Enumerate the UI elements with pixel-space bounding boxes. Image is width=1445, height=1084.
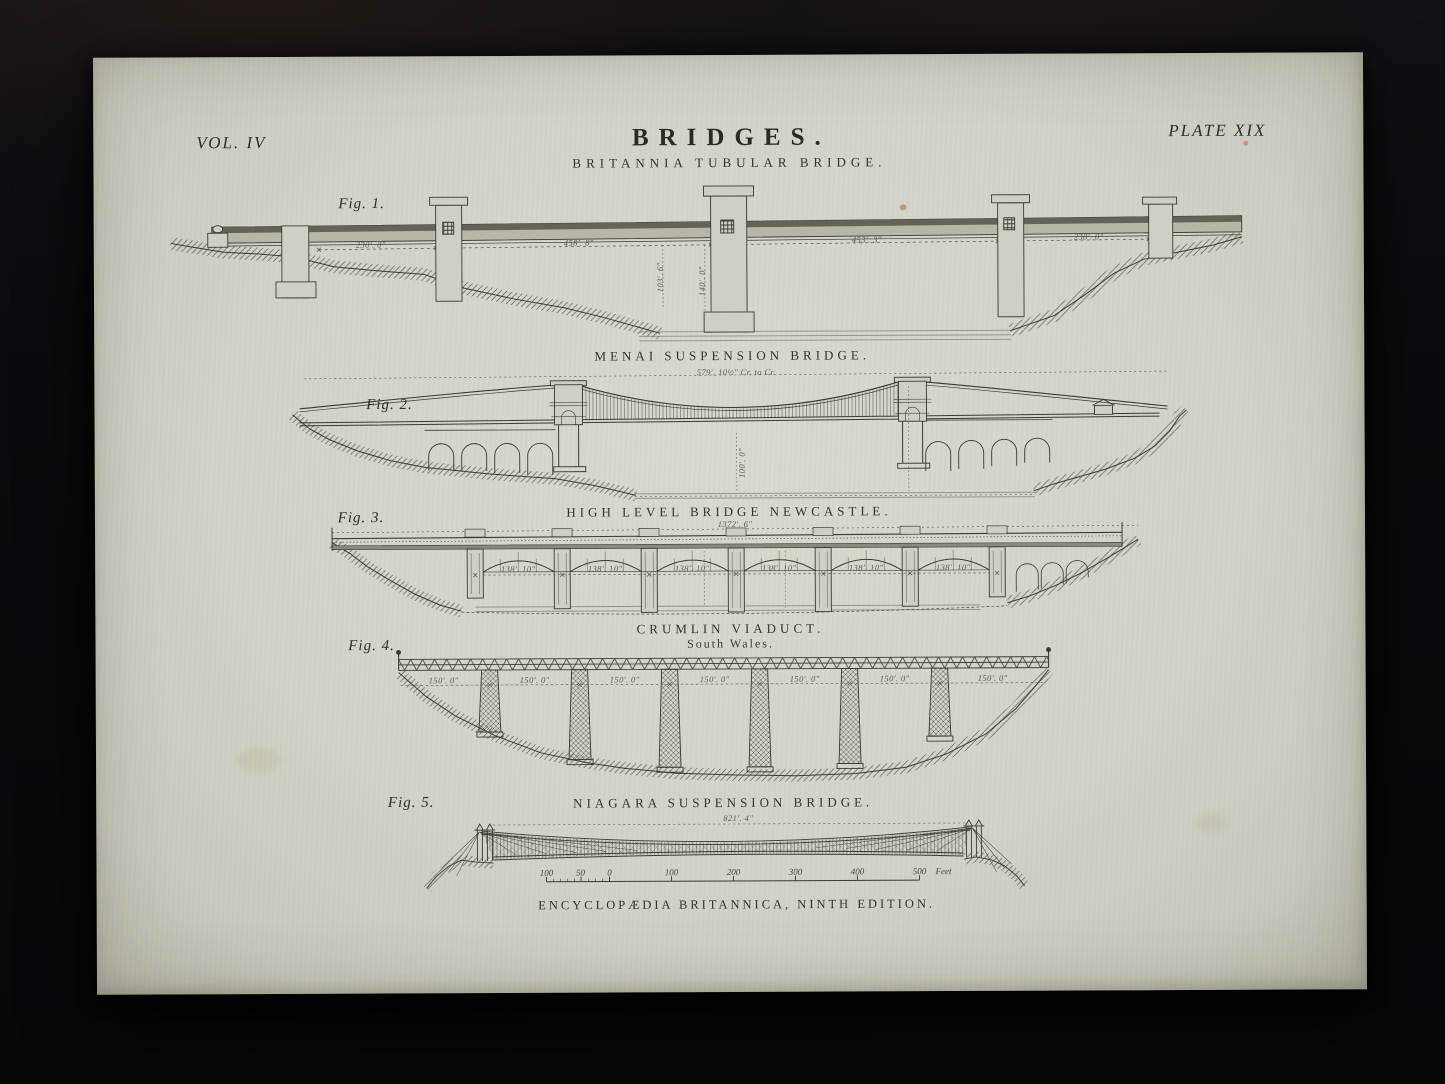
fig4-span-dim-6: 150'. 0" bbox=[977, 672, 1008, 683]
scale-tick-3: 100 bbox=[664, 867, 679, 878]
fig5-label: Fig. 5. bbox=[387, 794, 435, 811]
fig1-height-dim-0: 103'. 6" bbox=[654, 262, 665, 293]
fig2-title: MENAI SUSPENSION BRIDGE. bbox=[594, 347, 871, 364]
fig4-span-dim-3: 150'. 0" bbox=[699, 674, 730, 685]
plate-title: BRIDGES. bbox=[631, 123, 831, 152]
fig3-drawing bbox=[332, 522, 1138, 615]
fig3-span-dim-4: 138'. 10" bbox=[848, 562, 884, 573]
fig2-drawing bbox=[292, 371, 1187, 501]
fig1-span-dim-0: 230'. 0" bbox=[355, 239, 386, 250]
volume-label: VOL. IV bbox=[196, 133, 267, 153]
fig3-span-dim-1: 138'. 10" bbox=[587, 563, 623, 574]
fig4-title: CRUMLIN VIADUCT. bbox=[636, 620, 825, 637]
fig1-span-dim-3: 230'. 0" bbox=[1073, 231, 1104, 242]
fig1-span-dim-2: 453'. 3" bbox=[851, 234, 882, 245]
fig5-span-note: 821'. 4" bbox=[723, 812, 754, 824]
scale-unit-label: Feet bbox=[935, 866, 952, 877]
scale-tick-7: 500 bbox=[912, 866, 927, 877]
fig4-span-dim-4: 150'. 0" bbox=[789, 673, 820, 684]
fig3-span-dim-5: 138'. 10" bbox=[935, 561, 971, 573]
scale-tick-4: 200 bbox=[726, 866, 741, 878]
fig3-overall-dim: 1372'. 6" bbox=[717, 518, 753, 530]
scale-tick-0: 100 bbox=[539, 867, 554, 878]
fig5-drawing bbox=[426, 820, 1024, 889]
imprint-line: ENCYCLOPÆDIA BRITANNICA, NINTH EDITION. bbox=[538, 896, 936, 913]
fig2-label: Fig. 2. bbox=[366, 396, 413, 414]
fig4-span-dim-5: 150'. 0" bbox=[879, 673, 910, 684]
fig4-span-dim-1: 150'. 0" bbox=[519, 674, 550, 685]
fig4-span-dim-0: 150'. 0" bbox=[428, 675, 459, 686]
fig1-height-dim-1: 140'. 0" bbox=[696, 266, 708, 297]
plate-subtitle: BRITANNIA TUBULAR BRIDGE. bbox=[572, 154, 887, 171]
fig4-subtitle: South Wales. bbox=[687, 636, 774, 651]
fig3-span-dim-0: 138'. 10" bbox=[500, 563, 536, 574]
fig4-drawing bbox=[397, 648, 1052, 778]
fig3-title: HIGH LEVEL BRIDGE NEWCASTLE. bbox=[566, 503, 892, 520]
scale-tick-6: 400 bbox=[850, 866, 865, 877]
fig2-height-dim: 100'. 0" bbox=[736, 448, 747, 478]
fig4-label: Fig. 4. bbox=[348, 637, 395, 655]
fig4-span-dim-2: 150'. 0" bbox=[609, 674, 640, 685]
plate-number-label: PLATE XIX bbox=[1168, 120, 1267, 141]
scale-tick-1: 50 bbox=[576, 867, 586, 878]
fig2-span-note: 579'. 10½" Cr. to Cr. bbox=[696, 366, 776, 378]
fig3-label: Fig. 3. bbox=[337, 510, 385, 527]
fig1-label: Fig. 1. bbox=[338, 196, 385, 213]
fig5-title: NIAGARA SUSPENSION BRIDGE. bbox=[573, 794, 874, 811]
scale-tick-5: 300 bbox=[788, 866, 803, 877]
scale-tick-2: 0 bbox=[607, 867, 612, 878]
fig3-span-dim-2: 138'. 10" bbox=[674, 563, 710, 574]
plate-paper bbox=[93, 52, 1367, 995]
fig1-span-dim-1: 458'. 8" bbox=[563, 237, 594, 248]
fig3-span-dim-3: 138'. 10" bbox=[761, 562, 797, 573]
